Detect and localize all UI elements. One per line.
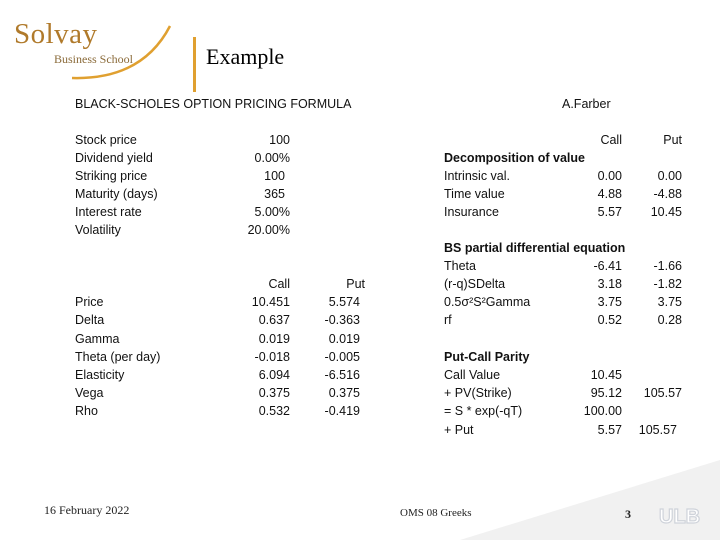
greek-call-value: 0.019	[258, 332, 290, 346]
logo-sub-text: Business School	[54, 52, 134, 66]
solvay-logo	[12, 18, 187, 88]
greek-call-value: 0.375	[258, 386, 290, 400]
input-value: 100	[269, 133, 290, 147]
greek-put-value: -6.516	[324, 368, 360, 382]
greek-label: Theta (per day)	[75, 350, 161, 364]
right-header-put: Put	[663, 133, 682, 147]
ulb-logo	[655, 504, 711, 528]
input-label: Volatility	[75, 223, 121, 237]
greek-call-value: 10.451	[251, 295, 290, 309]
decomposition-label: Intrinsic val.	[444, 169, 510, 183]
decomposition-put: 0.00	[657, 169, 682, 183]
greek-put-value: 0.375	[328, 386, 360, 400]
greek-label: Price	[75, 295, 104, 309]
parity-title: Put-Call Parity	[444, 350, 530, 364]
parity-put: 105.57	[638, 423, 677, 437]
bs-pde-call: 0.52	[597, 313, 622, 327]
parity-label: + PV(Strike)	[444, 386, 512, 400]
page-number: 3	[625, 507, 631, 521]
decomposition-call: 4.88	[597, 187, 622, 201]
greek-call-value: 6.094	[258, 368, 290, 382]
decomposition-call: 5.57	[597, 205, 622, 219]
parity-label: = S * exp(-qT)	[444, 404, 523, 418]
parity-call: 100.00	[583, 404, 622, 418]
corner-decoration	[460, 460, 720, 540]
input-label: Stock price	[75, 133, 137, 147]
bs-pde-put: 0.28	[657, 313, 682, 327]
title-accent-bar	[193, 37, 196, 92]
decomposition-title: Decomposition of value	[444, 151, 585, 165]
sheet-heading: BLACK-SCHOLES OPTION PRICING FORMULA	[75, 97, 352, 111]
input-label: Interest rate	[75, 205, 142, 219]
decomposition-label: Time value	[444, 187, 505, 201]
bs-pde-put: -1.82	[653, 277, 682, 291]
parity-call: 10.45	[590, 368, 622, 382]
bs-pde-put: -1.66	[653, 259, 682, 273]
ulb-logo-text: ULB	[659, 506, 701, 528]
bs-pde-call: 3.18	[597, 277, 622, 291]
greek-label: Gamma	[75, 332, 120, 346]
bs-pde-label: 0.5σ²S²Gamma	[444, 295, 531, 309]
parity-label: Call Value	[444, 368, 501, 382]
input-value: 20.00%	[247, 223, 290, 237]
input-label: Maturity (days)	[75, 187, 158, 201]
greek-call-value: -0.018	[254, 350, 290, 364]
parity-call: 95.12	[590, 386, 622, 400]
decomposition-put: -4.88	[653, 187, 682, 201]
greek-call-value: 0.532	[258, 404, 290, 418]
input-value: 100	[264, 169, 285, 183]
input-label: Striking price	[75, 169, 148, 183]
input-label: Dividend yield	[75, 151, 153, 165]
bs-pde-label: Theta	[444, 259, 476, 273]
footer-date: 16 February 2022	[44, 503, 130, 517]
greek-put-value: 5.574	[328, 295, 360, 309]
greek-put-value: -0.005	[324, 350, 360, 364]
decomposition-label: Insurance	[444, 205, 499, 219]
bs-pde-label: (r-q)SDelta	[444, 277, 506, 291]
sheet-author: A.Farber	[562, 97, 611, 111]
greek-put-value: -0.363	[324, 313, 360, 327]
parity-call: 5.57	[597, 423, 622, 437]
bs-pde-call: -6.41	[593, 259, 622, 273]
greek-label: Delta	[75, 313, 105, 327]
parity-put: 105.57	[643, 386, 682, 400]
greeks-header-call: Call	[268, 277, 290, 291]
bs-pde-call: 3.75	[597, 295, 622, 309]
decomposition-put: 10.45	[650, 205, 682, 219]
greek-put-value: -0.419	[324, 404, 360, 418]
bs-pde-title: BS partial differential equation	[444, 241, 626, 255]
bs-pde-label: rf	[444, 313, 452, 327]
input-value: 0.00%	[254, 151, 290, 165]
bs-pde-put: 3.75	[657, 295, 682, 309]
greek-put-value: 0.019	[328, 332, 360, 346]
input-value: 5.00%	[254, 205, 290, 219]
right-header-call: Call	[600, 133, 622, 147]
footer-center-text: OMS 08 Greeks	[400, 507, 472, 519]
greek-label: Elasticity	[75, 368, 125, 382]
greeks-header-put: Put	[346, 277, 365, 291]
decomposition-call: 0.00	[597, 169, 622, 183]
greek-label: Rho	[75, 404, 98, 418]
input-value: 365	[264, 187, 285, 201]
slide-title: Example	[206, 44, 285, 69]
parity-label: + Put	[444, 423, 474, 437]
greek-call-value: 0.637	[258, 313, 290, 327]
logo-main-text: Solvay	[14, 18, 98, 50]
greek-label: Vega	[75, 386, 104, 400]
